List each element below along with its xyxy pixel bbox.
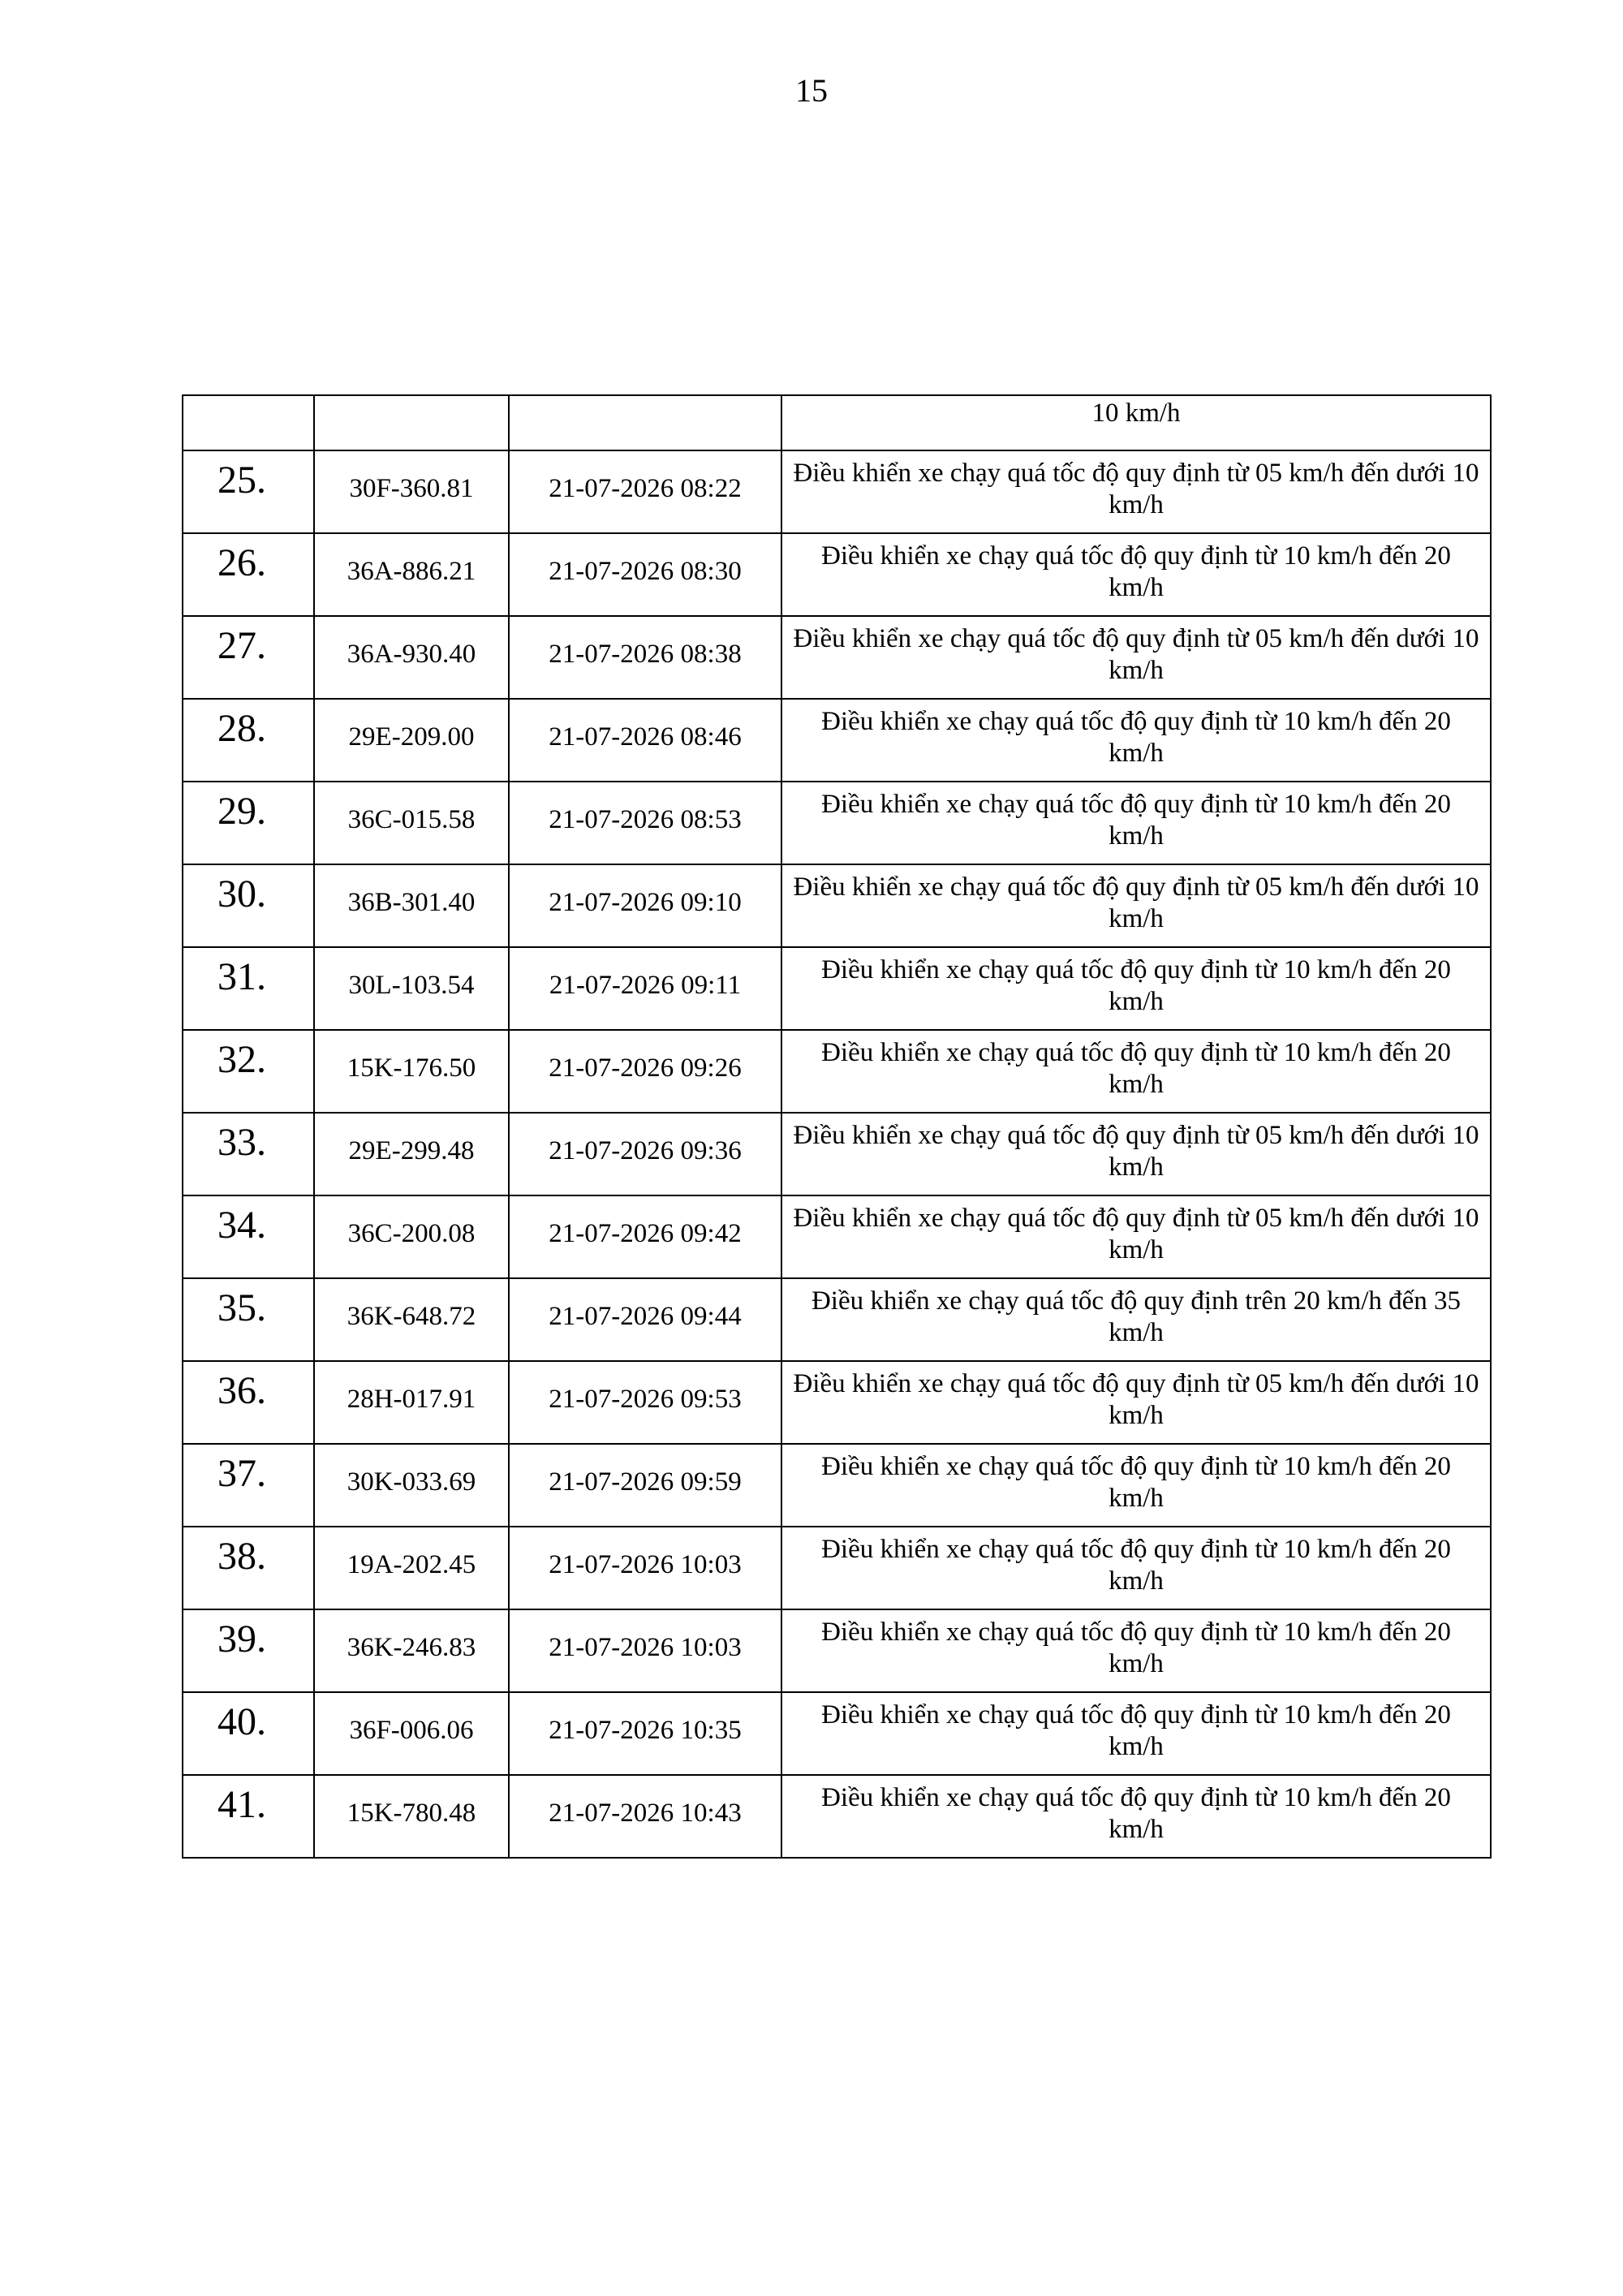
description-cell: Điều khiển xe chạy quá tốc độ quy định từ 05 km/h đến dưới 10 km/h	[781, 616, 1491, 699]
time-cell: 21-07-2026 08:22	[509, 450, 781, 533]
index-cell: 36.	[183, 1361, 314, 1444]
violations-table-body	[183, 395, 1491, 1858]
plate-cell: 36C-015.58	[314, 782, 509, 864]
table-row	[183, 616, 1491, 699]
description-cell: Điều khiển xe chạy quá tốc độ quy định từ 05 km/h đến dưới 10 km/h	[781, 1195, 1491, 1278]
plate-cell: 36K-246.83	[314, 1609, 509, 1692]
index-cell: 31.	[183, 947, 314, 1030]
table-row	[183, 1278, 1491, 1361]
description-cell: Điều khiển xe chạy quá tốc độ quy định từ 05 km/h đến dưới 10 km/h	[781, 1113, 1491, 1195]
time-cell: 21-07-2026 09:44	[509, 1278, 781, 1361]
description-cell: Điều khiển xe chạy quá tốc độ quy định từ 10 km/h đến 20 km/h	[781, 947, 1491, 1030]
time-cell: 21-07-2026 08:30	[509, 533, 781, 616]
index-cell: 27.	[183, 616, 314, 699]
table-row	[183, 450, 1491, 533]
description-cell: 10 km/h	[781, 395, 1491, 450]
plate-cell: 30K-033.69	[314, 1444, 509, 1527]
plate-cell: 15K-176.50	[314, 1030, 509, 1113]
time-cell: 21-07-2026 08:38	[509, 616, 781, 699]
description-cell: Điều khiển xe chạy quá tốc độ quy định từ 10 km/h đến 20 km/h	[781, 1527, 1491, 1609]
index-cell: 33.	[183, 1113, 314, 1195]
time-cell: 21-07-2026 09:11	[509, 947, 781, 1030]
table-row	[183, 1030, 1491, 1113]
table-row	[183, 864, 1491, 947]
description-cell: Điều khiển xe chạy quá tốc độ quy định từ 10 km/h đến 20 km/h	[781, 1444, 1491, 1527]
table-row	[183, 1444, 1491, 1527]
table-row	[183, 1692, 1491, 1775]
description-cell: Điều khiển xe chạy quá tốc độ quy định từ 10 km/h đến 20 km/h	[781, 1692, 1491, 1775]
description-cell: Điều khiển xe chạy quá tốc độ quy định từ 10 km/h đến 20 km/h	[781, 1775, 1491, 1858]
index-cell: 34.	[183, 1195, 314, 1278]
page-number: 15	[795, 72, 828, 109]
time-cell: 21-07-2026 09:59	[509, 1444, 781, 1527]
index-cell	[183, 395, 314, 450]
time-cell: 21-07-2026 08:46	[509, 699, 781, 782]
table-row	[183, 1361, 1491, 1444]
index-cell: 41.	[183, 1775, 314, 1858]
time-cell: 21-07-2026 09:36	[509, 1113, 781, 1195]
index-cell: 32.	[183, 1030, 314, 1113]
description-cell: Điều khiển xe chạy quá tốc độ quy định từ 10 km/h đến 20 km/h	[781, 1609, 1491, 1692]
table-row	[183, 1195, 1491, 1278]
table-row	[183, 1609, 1491, 1692]
time-cell: 21-07-2026 10:03	[509, 1609, 781, 1692]
plate-cell: 30L-103.54	[314, 947, 509, 1030]
index-cell: 38.	[183, 1527, 314, 1609]
time-cell	[509, 395, 781, 450]
index-cell: 30.	[183, 864, 314, 947]
time-cell: 21-07-2026 09:53	[509, 1361, 781, 1444]
plate-cell: 36K-648.72	[314, 1278, 509, 1361]
index-cell: 29.	[183, 782, 314, 864]
plate-cell: 36A-886.21	[314, 533, 509, 616]
description-cell: Điều khiển xe chạy quá tốc độ quy định từ 10 km/h đến 20 km/h	[781, 782, 1491, 864]
table-row	[183, 533, 1491, 616]
index-cell: 39.	[183, 1609, 314, 1692]
table-row-carry-over	[183, 395, 1491, 450]
plate-cell: 36F-006.06	[314, 1692, 509, 1775]
time-cell: 21-07-2026 10:43	[509, 1775, 781, 1858]
time-cell: 21-07-2026 09:26	[509, 1030, 781, 1113]
description-cell: Điều khiển xe chạy quá tốc độ quy định từ 10 km/h đến 20 km/h	[781, 533, 1491, 616]
description-cell: Điều khiển xe chạy quá tốc độ quy định từ 05 km/h đến dưới 10 km/h	[781, 450, 1491, 533]
plate-cell: 36B-301.40	[314, 864, 509, 947]
plate-cell: 28H-017.91	[314, 1361, 509, 1444]
plate-cell: 19A-202.45	[314, 1527, 509, 1609]
violations-table	[182, 394, 1492, 1859]
plate-cell: 29E-299.48	[314, 1113, 509, 1195]
time-cell: 21-07-2026 08:53	[509, 782, 781, 864]
time-cell: 21-07-2026 10:03	[509, 1527, 781, 1609]
time-cell: 21-07-2026 09:10	[509, 864, 781, 947]
plate-cell: 36C-200.08	[314, 1195, 509, 1278]
plate-cell: 29E-209.00	[314, 699, 509, 782]
table-row	[183, 699, 1491, 782]
plate-cell: 36A-930.40	[314, 616, 509, 699]
index-cell: 25.	[183, 450, 314, 533]
table-row	[183, 1113, 1491, 1195]
description-cell: Điều khiển xe chạy quá tốc độ quy định từ 10 km/h đến 20 km/h	[781, 1030, 1491, 1113]
index-cell: 37.	[183, 1444, 314, 1527]
table-row	[183, 1775, 1491, 1858]
index-cell: 35.	[183, 1278, 314, 1361]
index-cell: 40.	[183, 1692, 314, 1775]
index-cell: 26.	[183, 533, 314, 616]
index-cell: 28.	[183, 699, 314, 782]
time-cell: 21-07-2026 09:42	[509, 1195, 781, 1278]
table-row	[183, 947, 1491, 1030]
time-cell: 21-07-2026 10:35	[509, 1692, 781, 1775]
plate-cell: 15K-780.48	[314, 1775, 509, 1858]
description-cell: Điều khiển xe chạy quá tốc độ quy định từ 05 km/h đến dưới 10 km/h	[781, 1361, 1491, 1444]
table-row	[183, 1527, 1491, 1609]
table-row	[183, 782, 1491, 864]
description-cell: Điều khiển xe chạy quá tốc độ quy định từ 10 km/h đến 20 km/h	[781, 699, 1491, 782]
description-cell: Điều khiển xe chạy quá tốc độ quy định từ 05 km/h đến dưới 10 km/h	[781, 864, 1491, 947]
description-cell: Điều khiển xe chạy quá tốc độ quy định trên 20 km/h đến 35 km/h	[781, 1278, 1491, 1361]
plate-cell	[314, 395, 509, 450]
plate-cell: 30F-360.81	[314, 450, 509, 533]
